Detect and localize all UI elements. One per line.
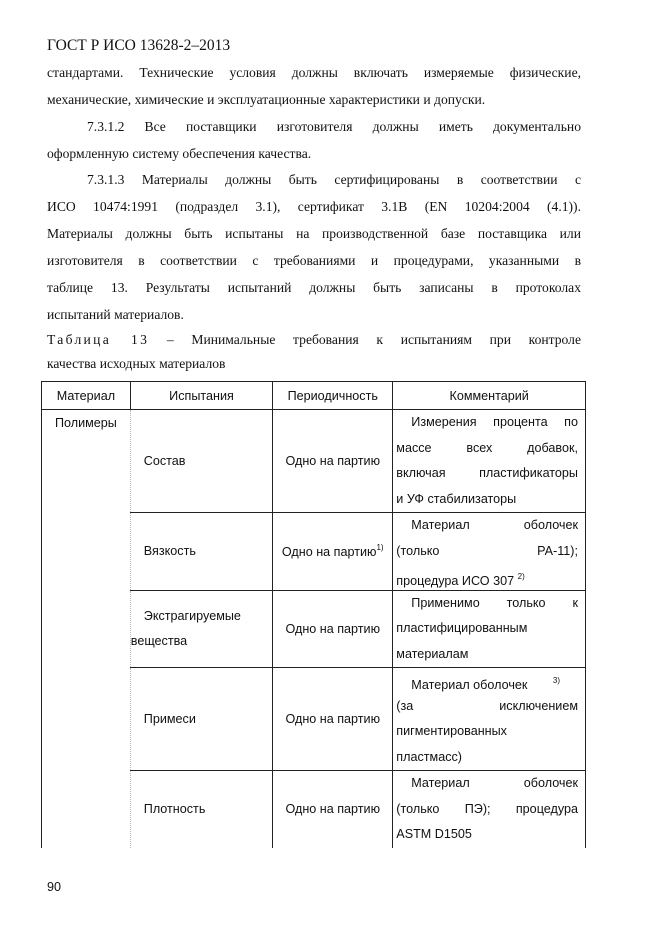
requirements-table [41,381,586,848]
test-name: Экстрагируемые [143,608,241,623]
caption-line: качества исходных материалов [47,356,226,371]
page-number: 90 [47,880,62,894]
period-cell [273,513,393,591]
period-cell [273,410,393,513]
clause-7-3-1-3 [47,166,581,328]
footnote-mark: 1) [376,543,384,553]
comment-line: (только ПЭ); процедура [396,801,578,816]
text-line: 7.3.1.2 Все поставщики изготовителя должны иметь документально [87,119,581,134]
table-row [42,410,586,513]
period-text: Одно на партию [285,454,381,468]
comment-line: пигментированных [396,724,507,738]
test-name: Вязкость [143,544,196,559]
caption-text: – Минимальные требования к испытаниям при контроле [149,332,581,347]
comment-line: Применимо только к [411,595,578,610]
text-line: 7.3.1.3 Материалы должны быть сертифицированы в соответствии с [87,172,581,187]
comment-line: пластмасс) [396,749,462,764]
header-material: Материал [42,382,131,410]
footnote-mark: 2) [517,572,525,581]
test-name: Плотность [143,802,206,817]
period-text: Одно на партию [285,712,381,726]
comment-line [396,564,578,590]
text-line: Материалы должны быть испытаны на производственной базе поставщика или [47,226,581,241]
comment-line: Материал оболочек [411,518,578,532]
comment-line: Измерения процента по [411,415,578,429]
comment-line: ASTM D1505 [396,827,472,841]
period-text: Одно на партию [281,545,377,560]
test-name: Примеси [143,712,196,726]
clause-7-3-1-2 [47,113,581,167]
test-cell [130,590,272,668]
comment-text: Материал оболочек [411,678,528,692]
footnote-mark: 3) [552,676,561,685]
comment-line [396,668,578,694]
text-line: таблице 13. Результаты испытаний должны быть записаны в протоколах [47,280,581,295]
comment-line: (только PA-11); [396,543,578,558]
table-label: Таблица 13 [47,332,150,347]
period-cell [273,771,393,848]
table-header-row [42,382,586,410]
header-tests: Испытания [130,382,272,410]
test-cell [130,771,272,848]
comment-line: (за исключением [396,698,578,713]
comment-cell [393,668,586,771]
test-cell [130,410,272,513]
comment-line: включая пластификаторы [396,466,578,480]
text-line: изготовителя в соответствии с требованиями и процедурами, указанными в [47,253,581,268]
text-line: оформленную систему обеспечения качества. [47,146,312,161]
table-caption [47,328,581,376]
test-cell [130,668,272,771]
comment-text: процедура ИСО 307 [396,574,515,588]
text-line: ИСО 10474:1991 (подраздел 3.1), сертификат 3.1В (EN 10204:2004 (4.1)). [47,199,581,214]
comment-line: материалам [396,646,469,661]
comment-cell [393,771,586,848]
text-line: испытаний материалов. [47,307,184,322]
paragraph-continuation [47,59,581,113]
comment-line: пластифицированным [396,621,528,635]
comment-cell [393,410,586,513]
period-cell [273,668,393,771]
header-comment: Комментарий [393,382,586,410]
comment-line: массе всех добавок, [396,440,578,455]
test-cell [130,513,272,591]
header-periodicity: Периодичность [273,382,393,410]
comment-cell [393,590,586,668]
document-header: ГОСТ Р ИСО 13628-2–2013 [47,37,231,54]
test-name: Состав [143,454,186,468]
period-text: Одно на партию [285,621,381,636]
comment-line: и УФ стабилизаторы [396,491,517,506]
period-text: Одно на партию [285,802,381,817]
text-line: стандартами. Технические условия должны включать измеряемые физические, [47,65,581,80]
comment-line: Материал оболочек [411,776,578,790]
material-cell: Полимеры [42,410,131,848]
comment-cell [393,513,586,591]
test-name: вещества [130,633,188,648]
period-cell [273,590,393,668]
text-line: механические, химические и эксплуатационные характеристики и допуски. [47,92,486,107]
caption-line [47,328,581,352]
